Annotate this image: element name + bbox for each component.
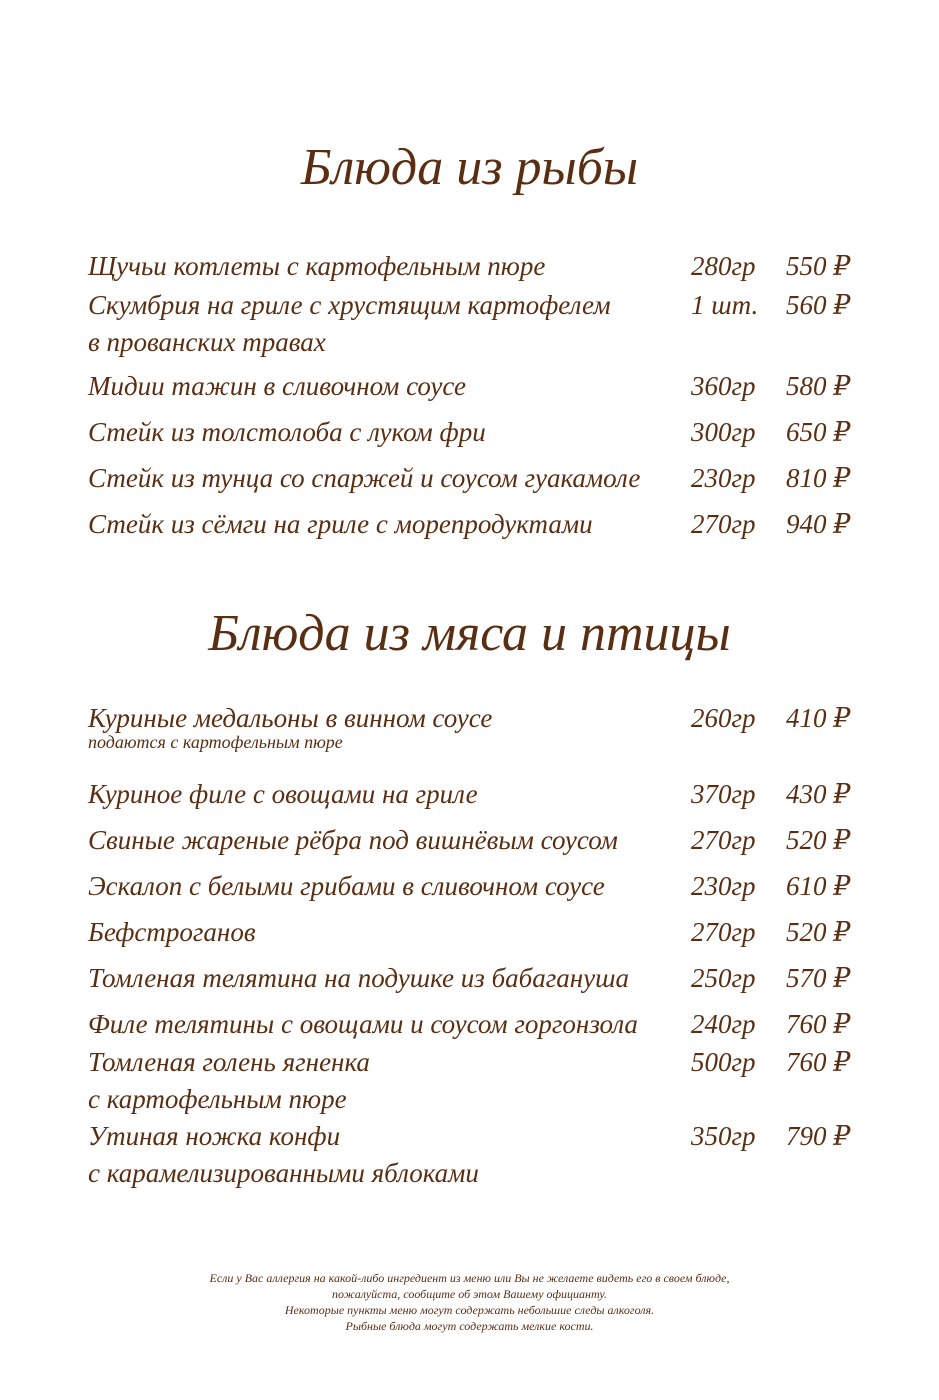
item-weight: 370гр: [691, 779, 756, 809]
menu-item: [88, 287, 868, 363]
menu-item: [88, 700, 868, 762]
item-weight: 230гр: [691, 871, 756, 901]
item-name: Стейк из толстолоба с луком фри: [88, 417, 486, 447]
item-weight: 270гр: [691, 825, 756, 855]
menu-item: [88, 960, 868, 1000]
item-price: 410 ₽: [786, 703, 851, 733]
menu-item: [88, 460, 868, 500]
item-name: Мидии тажин в сливочном соусе: [88, 371, 466, 401]
footnote-line: Некоторые пункты меню могут содержать небольшие следы алкоголя.: [284, 1303, 655, 1317]
item-weight: 500гр: [691, 1047, 756, 1077]
item-subtitle: с карамелизированными яблоками: [88, 1158, 479, 1188]
menu-item: [88, 868, 868, 908]
item-weight: 260гр: [691, 703, 756, 733]
item-price: 520 ₽: [786, 917, 851, 947]
item-price: 520 ₽: [786, 825, 851, 855]
item-price: 610 ₽: [786, 871, 851, 901]
item-name: Филе телятины с овощами и соусом горгонзола: [88, 1009, 638, 1039]
menu-item: [88, 248, 868, 288]
item-weight: 350гр: [691, 1121, 756, 1151]
item-subtitle: в прованских травах: [88, 327, 326, 357]
meat-section-title: Блюда из мяса и птицы: [208, 605, 731, 662]
item-name: Томленая голень ягненка: [88, 1047, 370, 1077]
fish-section-title: Блюда из рыбы: [300, 139, 639, 196]
menu-item: [88, 368, 868, 408]
menu-item: [88, 822, 868, 862]
item-weight: 230гр: [691, 463, 756, 493]
item-subtitle: с картофельным пюре: [88, 1084, 347, 1114]
menu-item: [88, 506, 868, 546]
item-weight: 300гр: [691, 417, 756, 447]
menu-item: [88, 914, 868, 954]
menu-item: [88, 1006, 868, 1046]
item-name: Утиная ножка конфи: [88, 1121, 341, 1151]
item-name: Стейк из тунца со спаржей и соусом гуакамоле: [88, 463, 641, 493]
item-price: 560 ₽: [786, 290, 851, 320]
item-name: Бефстроганов: [88, 917, 256, 947]
item-name: Скумбрия на гриле с хрустящим картофелем: [88, 290, 611, 320]
menu-item: [88, 1044, 868, 1120]
item-name: Томленая телятина на подушке из бабагануша: [88, 963, 630, 993]
item-price: 940 ₽: [786, 509, 851, 539]
item-price: 760 ₽: [786, 1009, 851, 1039]
menu-item: [88, 1118, 868, 1194]
item-weight: 280гр: [691, 251, 756, 281]
footnote-line: Рыбные блюда могут содержать мелкие кости.: [345, 1319, 594, 1333]
item-price: 790 ₽: [786, 1121, 851, 1151]
item-price: 430 ₽: [786, 779, 851, 809]
item-weight: 250гр: [691, 963, 756, 993]
item-price: 650 ₽: [786, 417, 851, 447]
item-name: Куриные медальоны в винном соусе: [88, 703, 493, 733]
item-price: 550 ₽: [786, 251, 851, 281]
item-price: 810 ₽: [786, 463, 851, 493]
item-name: Свиные жареные рёбра под вишнёвым соусом: [88, 825, 618, 855]
item-name: Эскалоп с белыми грибами в сливочном соусе: [88, 871, 605, 901]
item-price: 760 ₽: [786, 1047, 851, 1077]
allergy-footnote: [0, 1270, 939, 1334]
item-weight: 270гр: [691, 509, 756, 539]
item-name: Стейк из сёмги на гриле с морепродуктами: [88, 509, 593, 539]
menu-item: [88, 414, 868, 454]
item-weight: 240гр: [691, 1009, 756, 1039]
item-subtitle: подаются с картофельным пюре: [88, 732, 343, 752]
item-price: 580 ₽: [786, 371, 851, 401]
item-price: 570 ₽: [786, 963, 851, 993]
item-weight: 1 шт.: [691, 290, 759, 320]
item-name: Куриное филе с овощами на гриле: [88, 779, 478, 809]
footnote-line: Если у Вас аллергия на какой-либо ингредиент из меню или Вы не желаете видеть его в своем блюде,: [209, 1271, 730, 1285]
menu-item: [88, 776, 868, 816]
item-weight: 270гр: [691, 917, 756, 947]
item-name: Щучьи котлеты с картофельным пюре: [88, 251, 546, 281]
item-weight: 360гр: [691, 371, 756, 401]
footnote-line: пожалуйста, сообщите об этом Вашему официанту.: [332, 1287, 607, 1301]
